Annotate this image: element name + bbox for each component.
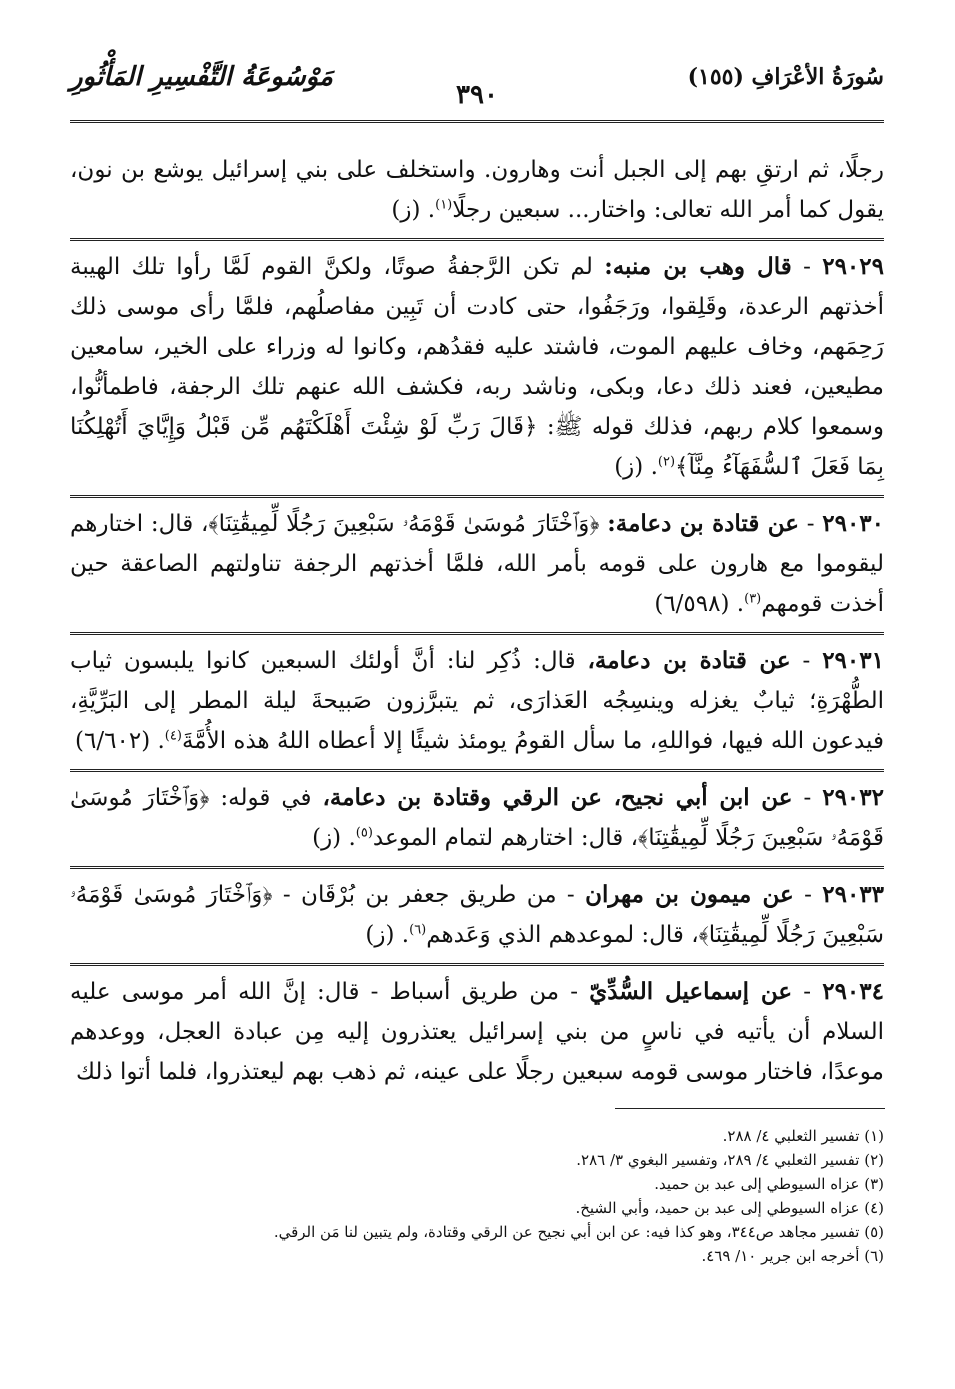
- book-title: مَوْسُوعَةُ التَّفْسِيرِ المَأْثُورِ: [70, 62, 333, 92]
- paragraph-text: لم تكن الرَّجفةُ صوتًا، ولكنَّ القوم لَمَّا رأوا تلك الهيبة أخذتهم الرعدة، وقَلِقوا، ورَجَفُوا، حتى كادت أن تَبِين مفاصلُهم، فلمَّا رأى موسى ذلك رَحِمَهم، وخاف عليهم الموت، فاشتد عليه فقدُهم، وكانوا له وزراء على الخير، سامعين مطيعين، فعند ذلك دعا، وبكى، وناشد ربه، فكشف الله عنهم تلك الرجفة، فاطمأنُّوا، وسمعوا كلام ربهم، فذلك قوله ﷺ: ﴿قَالَ رَبِّ لَوْ شِئْتَ أَهْلَكْتَهُم مِّن قَبْلُ وَإِيَّايَ أَتُهْلِكُنَا بِمَا فَعَلَ ٱلسُّفَهَآءُ مِنَّآ﴾: [70, 254, 884, 480]
- paragraph-text: - من طريق أسباط - قال: إنَّ الله أمر موسى عليه السلام أن يأتيه في ناسٍ من بني إسرائيل يعتذرون إليه مِن عبادة العجل، ووعدهم موعدًا، فاختار موسى قومه سبعين رجلًا على عينه، ثم ذهب بهم ليعتذروا، فلما أتوا ذلك: [70, 979, 884, 1085]
- narration-number: ٢٩٠٣٠: [822, 510, 885, 537]
- narration-number: ٢٩٠٢٩: [822, 253, 884, 280]
- footnote-ref: (٥): [355, 825, 373, 841]
- footnote: (٥) تفسير مجاهد ص٣٤٤، وهو كذا فيه: عن ابن أبي نجيح عن الرقي وقتادة، ولم يتبين لنا مَن الرقي.: [273, 1223, 884, 1241]
- footnote: (٤) عزاه السيوطي إلى عبد بن حميد، وأبي الشيخ.: [575, 1199, 884, 1217]
- paragraph-text: قال: ذُكِر لنا: أنَّ أولئك السبعين كانوا يلبسون ثياب الطُّهْرَةِ؛ ثيابٌ يغزله وينسِجُه العَذارَى، ثم يتبرَّزون صَبيحةَ ليلة المطر إلى البَرِّيَّةِ، فيدعون الله فيها، فواللهِ، ما سأل القومُ يومئذ شيئًا إلا أعطاه اللهُ هذه الأُمَّةَ: [70, 648, 884, 754]
- paragraph: ٢٩٠٢٩ - قال وهب بن منبه: لم تكن الرَّجفةُ صوتًا، ولكنَّ القوم لَمَّا رأوا تلك الهيبة أخذتهم الرعدة، وقَلِقوا، ورَجَفُوا، حتى كادت أن تَبِين مفاصلُهم، فلمَّا رأى موسى ذلك رَحِمَهم، وخاف عليهم الموت، فاشتد عليه فقدُهم، وكانوا له وزراء على الخير، سامعين مطيعين، فعند ذلك دعا، وبكى، وناشد ربه، فكشف الله عنهم تلك الرجفة، فاطمأنُّوا، وسمعوا كلام ربهم، فذلك قوله ﷺ: ﴿قَالَ رَبِّ لَوْ شِئْتَ أَهْلَكْتَهُم مِّن قَبْلُ وَإِيَّايَ أَتُهْلِكُنَا بِمَا فَعَلَ ٱلسُّفَهَآءُ مِنَّآ﴾$^{(٢)}$. (ز): [70, 241, 884, 498]
- paragraph-source: . (ز): [312, 825, 356, 851]
- footnote-ref: (١): [435, 197, 453, 213]
- paragraph: ٢٩٠٣٢ - عن ابن أبي نجيح، عن الرقي وقتادة بن دعامة، في قوله: ﴿وَٱخْتَارَ مُوسَىٰ قَوْمَهُۥ سَبْعِينَ رَجُلًا لِّمِيقَٰتِنَا﴾، قال: اختارهم لتمام الموعد$^{(٥)}$. (ز): [70, 772, 884, 869]
- paragraph: ٢٩٠٣١ - عن قتادة بن دعامة، قال: ذُكِر لنا: أنَّ أولئك السبعين كانوا يلبسون ثياب الطُّهْرَةِ؛ ثيابٌ يغزله وينسِجُه العَذارَى، ثم يتبرَّزون صَبيحةَ ليلة المطر إلى البَرِّيَّةِ، فيدعون الله فيها، فواللهِ، ما سأل القومُ يومئذ شيئًا إلا أعطاه اللهُ هذه الأُمَّةَ$^{(٤)}$. (٦/٦٠٢): [70, 635, 884, 772]
- paragraph-text: في قوله: ﴿وَٱخْتَارَ مُوسَىٰ قَوْمَهُۥ سَبْعِينَ رَجُلًا لِّمِيقَٰتِنَا﴾، قال: اختارهم لتمام الموعد: [70, 785, 884, 851]
- paragraph-text: ﴿وَٱخْتَارَ مُوسَىٰ قَوْمَهُۥ سَبْعِينَ رَجُلًا لِّمِيقَٰتِنَا﴾، قال: اختارهم ليقوموا مع هارون على قومه بأمر الله، فلمَّا أخذتهم الرجفة تناولتهم الصاعقة حين أخذت قومهم: [70, 511, 884, 617]
- narrator: عن ابن أبي نجيح، عن الرقي وقتادة بن دعامة،: [322, 784, 793, 811]
- footnotes: [70, 1124, 884, 1268]
- footnote-ref: (٢): [657, 454, 676, 470]
- footnote: (١) تفسير الثعلبي ٤/ ٢٨٨.: [722, 1127, 884, 1145]
- footnote-rule: [615, 1108, 885, 1109]
- main-text: [70, 150, 884, 1100]
- narration-number: ٢٩٠٣٢: [822, 784, 884, 811]
- footnote-ref: (٤): [164, 728, 182, 744]
- paragraph: ٢٩٠٣٤ - عن إسماعيل السُّدِّيّ - من طريق أسباط - قال: إنَّ الله أمر موسى عليه السلام أن يأتيه في ناسٍ من بني إسرائيل يعتذرون إليه مِن عبادة العجل، ووعدهم موعدًا، فاختار موسى قومه سبعين رجلًا على عينه، ثم ذهب بهم ليعتذروا، فلما أتوا ذلك: [70, 978, 884, 1085]
- paragraph-source: . (٦/٥٩٨): [654, 591, 745, 617]
- footnote-ref: (٦): [409, 922, 427, 938]
- footnote: (٢) تفسير الثعلبي ٤/ ٢٨٩، وتفسير البغوي ٣/ ٢٨٦.: [576, 1151, 884, 1169]
- surah-title: سُورَةُ الأعْرَافِ (١٥٥): [687, 64, 884, 90]
- paragraph: ٢٩٠٣٣ - عن ميمون بن مهران - من طريق جعفر بن بُرْقَان - ﴿وَٱخْتَارَ مُوسَىٰ قَوْمَهُۥ سَبْعِينَ رَجُلًا لِّمِيقَٰتِنَا﴾، قال: لموعدهم الذي وَعَدهم$^{(٦)}$. (ز): [70, 869, 884, 966]
- narration-number: ٢٩٠٣٣: [822, 881, 885, 908]
- narration-number: ٢٩٠٣٤: [822, 978, 884, 1005]
- paragraph-source: . (ز): [365, 922, 410, 948]
- footnote-ref: (٣): [744, 591, 762, 607]
- paragraph: [70, 150, 884, 241]
- running-header: [70, 62, 884, 112]
- paragraph-source: . (٦/٦٠٢): [75, 728, 165, 754]
- footnote: (٦) أخرجه ابن جرير ١٠/ ٤٦٩.: [701, 1247, 884, 1265]
- narrator: عن إسماعيل السُّدِّيّ: [589, 978, 793, 1005]
- narrator: قال وهب بن منبه:: [604, 253, 792, 280]
- narrator: عن ميمون بن مهران: [585, 881, 794, 908]
- header-rule: [70, 120, 884, 123]
- footnote: (٣) عزاه السيوطي إلى عبد بن حميد.: [654, 1175, 884, 1193]
- paragraph-source: . (ز): [391, 197, 436, 223]
- paragraph-source: . (ز): [614, 454, 658, 480]
- narration-number: ٢٩٠٣١: [822, 647, 884, 674]
- page-number: ٣٩٠: [456, 80, 498, 110]
- narrator: عن قتادة بن دعامة،: [587, 647, 791, 674]
- paragraph-text: - من طريق جعفر بن بُرْقَان - ﴿وَٱخْتَارَ مُوسَىٰ قَوْمَهُۥ سَبْعِينَ رَجُلًا لِّمِيقَٰتِنَا﴾، قال: لموعدهم الذي وَعَدهم: [70, 882, 884, 948]
- narrator: عن قتادة بن دعامة:: [607, 510, 800, 537]
- paragraph: ٢٩٠٣٠ - عن قتادة بن دعامة: ﴿وَٱخْتَارَ مُوسَىٰ قَوْمَهُۥ سَبْعِينَ رَجُلًا لِّمِيقَٰتِنَا﴾، قال: اختارهم ليقوموا مع هارون على قومه بأمر الله، فلمَّا أخذتهم الرجفة تناولتهم الصاعقة حين أخذت قومهم$^{(٣)}$. (٦/٥٩٨): [70, 498, 884, 635]
- paragraph-text: رجلًا، ثم ارتقِ بهم إلى الجبل أنت وهارون. واستخلف على بني إسرائيل يوشع بن نون، يقول كما أمر الله تعالى: واختار... سبعين رجلًا: [70, 157, 884, 223]
